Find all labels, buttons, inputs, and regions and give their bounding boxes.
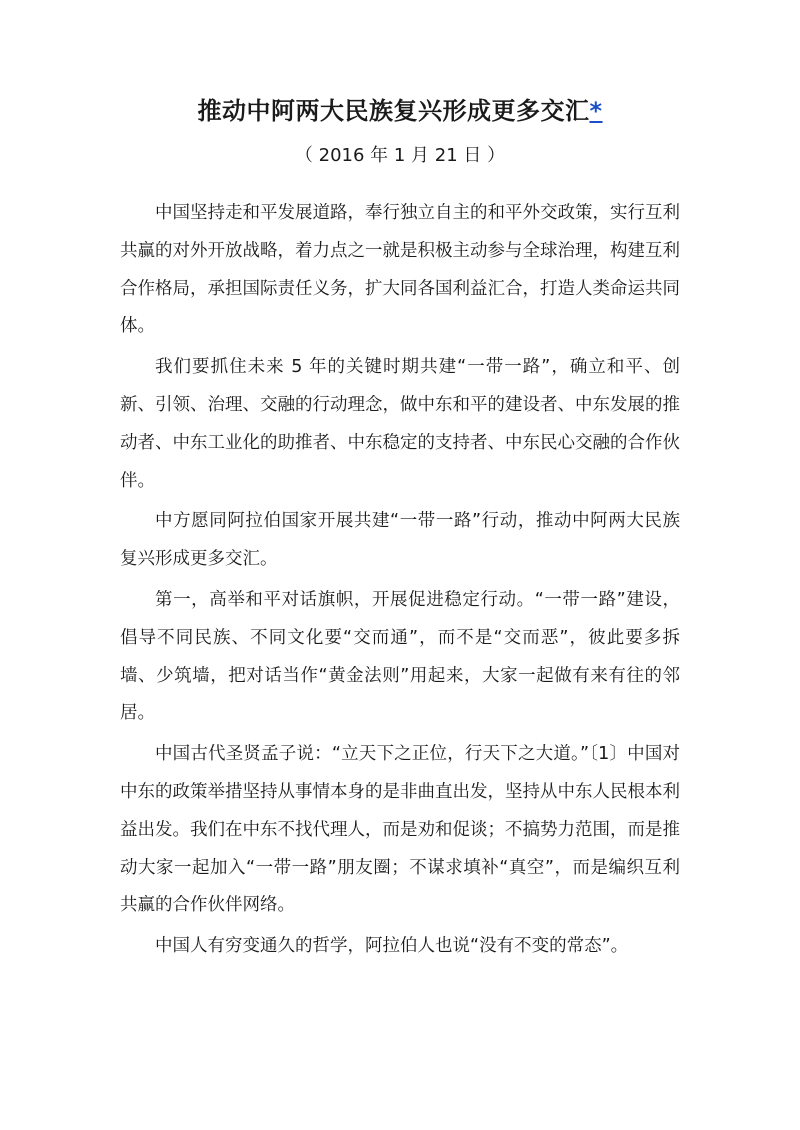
paragraph: 中国古代圣贤孟子说：“立天下之正位，行天下之大道。”〔1〕中国对中东的政策举措坚持从事情本身的是非曲直出发，坚持从中东人民根本利益出发。我们在中东不找代理人，而是劝和促谈；不搞势力范围，而是推动大家一起加入“一带一路”朋友圈；不谋求填补“真空”，而是编织互利共赢的合作伙伴网络。 bbox=[120, 744, 680, 916]
paragraph: 中国人有穷变通久的哲学，阿拉伯人也说“没有不变的常态”。 bbox=[155, 936, 629, 957]
paragraph: 我们要抓住未来 5 年的关键时期共建“一带一路”，确立和平、创新、引领、治理、交融的行动理念，做中东和平的建设者、中东发展的推动者、中东工业化的助推者、中东稳定的支持者、中东民心交融的合作伙伴。 bbox=[120, 357, 680, 491]
document-date: （ 2016 年 1 月 21 日 ） bbox=[294, 145, 506, 166]
title-text: 推动中阿两大民族复兴形成更多交汇 bbox=[197, 97, 590, 125]
page-title bbox=[0, 93, 800, 129]
paragraph: 中国坚持走和平发展道路，奉行独立自主的和平外交政策，实行互利共赢的对外开放战略，着力点之一就是积极主动参与全球治理，构建互利合作格局，承担国际责任义务，扩大同各国利益汇合，打造人类命运共同体。 bbox=[120, 203, 680, 337]
paragraph: 中方愿同阿拉伯国家开展共建“一带一路”行动，推动中阿两大民族复兴形成更多交汇。 bbox=[120, 511, 680, 570]
document-body bbox=[120, 195, 680, 969]
paragraph: 第一，高举和平对话旗帜，开展促进稳定行动。“一带一路”建设，倡导不同民族、不同文化要“交而通”，而不是“交而恶”，彼此要多拆墙、少筑墙，把对话当作“黄金法则”用起来，大家一起做有来有往的邻居。 bbox=[120, 589, 680, 724]
title-footnote-link[interactable]: * bbox=[589, 97, 603, 125]
